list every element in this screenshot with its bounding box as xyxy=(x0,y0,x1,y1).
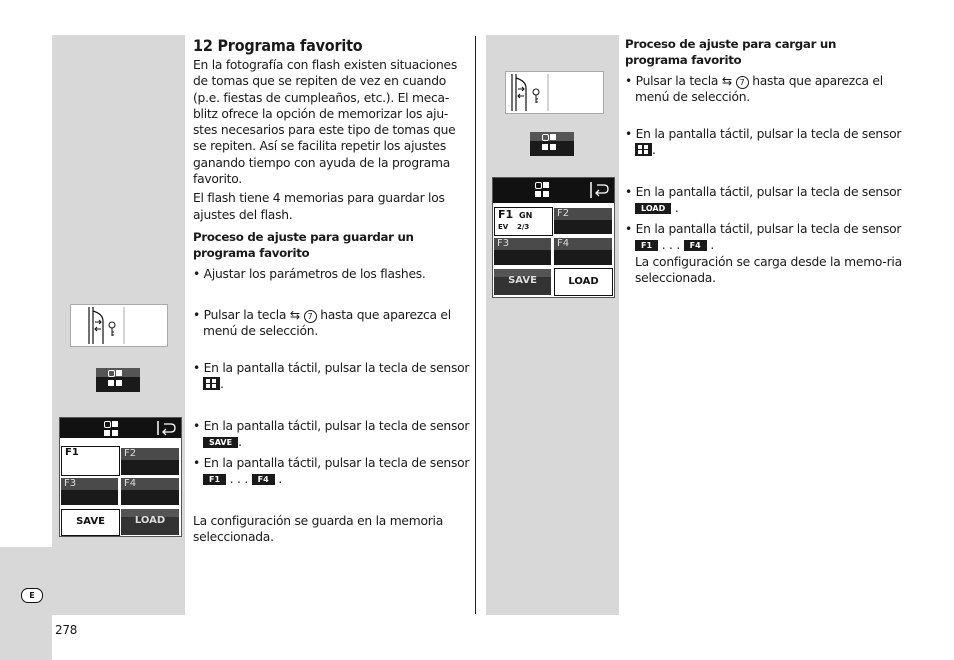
slot-f2[interactable] xyxy=(554,208,612,234)
step-favorite-text: • En la pantalla táctil, pulsar la tecla de sensor xyxy=(193,361,470,375)
slot-f4-label: F4 xyxy=(124,478,137,489)
save-button[interactable] xyxy=(61,509,120,536)
step-select-memory xyxy=(193,455,473,488)
right-image-column xyxy=(486,35,619,615)
step-select-text: • En la pantalla táctil, pulsar la tecla de sensor xyxy=(193,456,470,470)
load-conclusion: La configuración se carga desde la memo-ria seleccionada. xyxy=(635,254,902,285)
slot-f2-label: F2 xyxy=(557,208,570,219)
period: . xyxy=(220,377,224,392)
load-step-press-key-b: hasta que aparezca el menú de selección. xyxy=(635,74,883,105)
key-7-icon: 7 xyxy=(304,310,317,323)
ellipsis: . . . xyxy=(226,472,252,487)
f4-key: F4 xyxy=(684,240,707,251)
slot-f4[interactable] xyxy=(121,478,179,505)
save-screen-mockup xyxy=(59,417,182,537)
step-save-text: • En la pantalla táctil, pulsar la tecla de sensor xyxy=(193,419,470,433)
key-7-icon: 7 xyxy=(736,76,749,89)
page-title: 12 Programa favorito xyxy=(193,36,363,55)
gn-label: GN xyxy=(519,211,533,220)
menu-key-icon xyxy=(71,305,167,346)
slot-f1[interactable] xyxy=(494,207,553,236)
slot-f1-label: F1 xyxy=(65,447,79,458)
slot-f1[interactable] xyxy=(61,446,120,476)
favorites-key-icon xyxy=(203,377,220,390)
load-step-favorite-icon xyxy=(625,126,903,159)
save-key: SAVE xyxy=(203,437,238,448)
favorites-tile-icon-right xyxy=(530,132,574,156)
load-button[interactable] xyxy=(121,509,179,535)
load-step-press-key xyxy=(625,73,903,106)
slot-f1-label: F1 xyxy=(498,208,514,221)
left-margin-strip xyxy=(0,547,52,660)
slot-f3-label: F3 xyxy=(64,478,77,489)
back-icon xyxy=(588,179,612,201)
load-step-select-memory xyxy=(625,221,903,286)
slot-f2-label: F2 xyxy=(124,448,137,459)
period: . xyxy=(652,143,656,158)
load-step-favorite-text: • En la pantalla táctil, pulsar la tecla de sensor xyxy=(625,127,902,141)
page-number: 278 xyxy=(55,623,78,637)
step-press-key xyxy=(193,307,473,340)
memory-text: El flash tiene 4 memorias para guardar los ajustes del flash. xyxy=(193,191,445,222)
load-button-label: LOAD xyxy=(568,276,599,287)
back-icon xyxy=(155,418,179,438)
save-conclusion: La configuración se guarda en la memoria seleccionada. xyxy=(193,514,443,545)
flash-key-illustration-right xyxy=(505,71,604,114)
step-favorite-icon xyxy=(193,360,473,393)
language-badge: E xyxy=(21,588,43,603)
ellipsis: . . . xyxy=(658,238,684,253)
f4-key: F4 xyxy=(252,474,275,485)
load-step-load-text: • En la pantalla táctil, pulsar la tecla de sensor xyxy=(625,185,902,199)
save-button-label: SAVE xyxy=(76,516,105,527)
save-button-label: SAVE xyxy=(508,275,537,286)
slot-f2[interactable] xyxy=(121,448,179,475)
load-step-load xyxy=(625,184,903,217)
f1-key: F1 xyxy=(635,240,658,251)
load-step-press-key-a: • Pulsar la tecla ⇆ xyxy=(625,74,736,88)
ev-label: EV xyxy=(498,223,509,231)
intro-text: En la fotografía con flash existen situaciones de tomas que se repiten de vez en cuando (p.e. fiestas de cumpleaños, etc.). El meca-blitz ofrece la opción de memorizar los aju-stes necesarios para este tipo de tomas que se repiten. Así se facilita repetir los ajustes ganando tiempo con ayuda de la programa favorito. xyxy=(193,58,457,187)
step-adjust-params: • Ajustar los parámetros de los flashes. xyxy=(193,267,426,281)
load-step-select-text: • En la pantalla táctil, pulsar la tecla de sensor xyxy=(625,222,902,236)
favorites-key-icon xyxy=(635,143,652,156)
step-press-key-a: • Pulsar la tecla ⇆ xyxy=(193,308,304,322)
slot-f4[interactable] xyxy=(554,238,612,265)
step-save xyxy=(193,418,473,451)
ev-value: 2/3 xyxy=(517,223,530,231)
save-procedure-heading: Proceso de ajuste para guardar un programa favorito xyxy=(193,230,414,261)
load-procedure-heading: Proceso de ajuste para cargar un programa favorito xyxy=(625,37,837,68)
load-button[interactable] xyxy=(554,268,613,296)
menu-key-icon xyxy=(506,72,603,113)
load-button-label: LOAD xyxy=(134,515,166,526)
slot-f4-label: F4 xyxy=(557,238,570,249)
intro-paragraph xyxy=(193,57,465,223)
slot-f3[interactable] xyxy=(494,238,551,265)
step-press-key-b: hasta que aparezca el menú de selección. xyxy=(203,308,451,339)
favorites-tile-icon xyxy=(96,368,140,392)
load-key: LOAD xyxy=(635,203,671,214)
f1-key: F1 xyxy=(203,474,226,485)
period: . xyxy=(238,435,242,450)
load-screen-mockup xyxy=(492,177,615,298)
period: . xyxy=(274,472,283,487)
slot-f3[interactable] xyxy=(61,478,118,505)
column-divider xyxy=(475,36,476,614)
period: . xyxy=(671,201,679,216)
flash-key-illustration xyxy=(70,304,168,347)
save-button[interactable] xyxy=(494,269,551,295)
slot-f3-label: F3 xyxy=(497,238,510,249)
period: . xyxy=(706,238,715,253)
